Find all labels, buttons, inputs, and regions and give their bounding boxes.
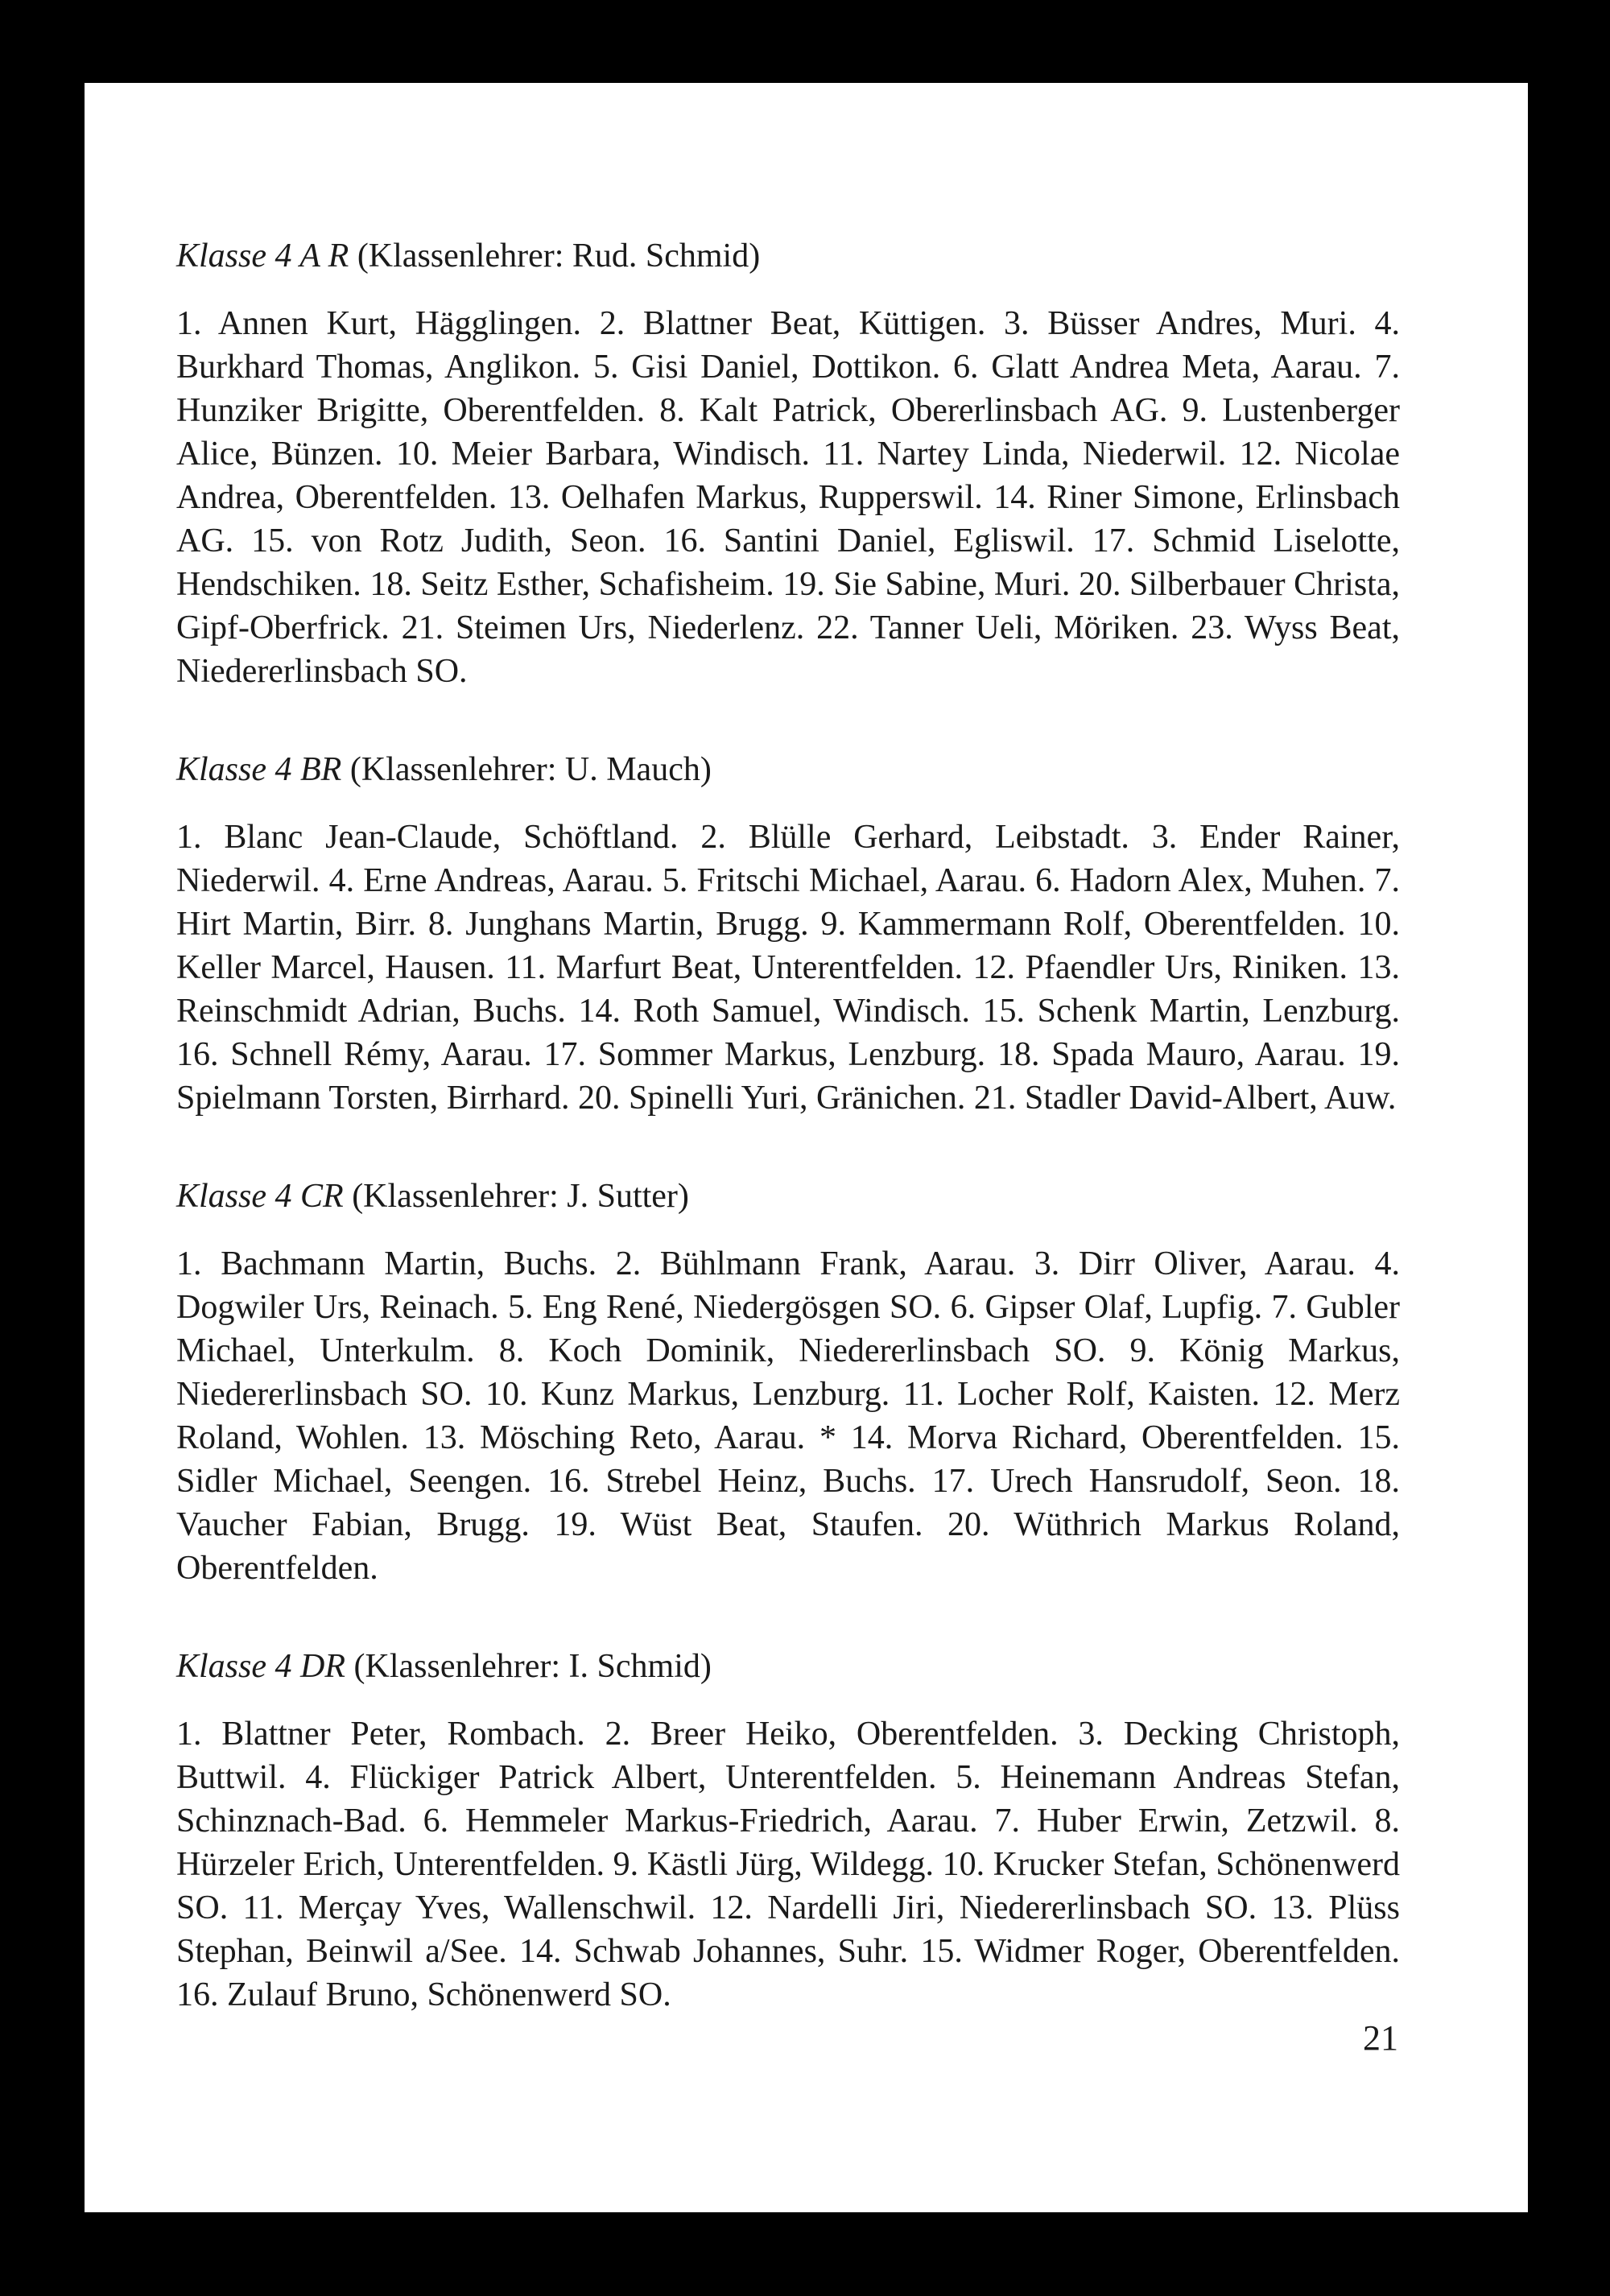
class-label: Klasse 4 BR	[176, 751, 342, 788]
page-number: 21	[1363, 2018, 1398, 2058]
class-teacher: (Klassenlehrer: I. Schmid)	[353, 1648, 712, 1685]
class-heading	[176, 234, 1400, 278]
class-section-4cr	[176, 1175, 1400, 1590]
class-label: Klasse 4 A R	[176, 237, 349, 275]
class-label: Klasse 4 DR	[176, 1648, 345, 1685]
class-section-4dr	[176, 1645, 1400, 2017]
student-list: 1. Blattner Peter, Rombach. 2. Breer Heiko, Oberentfelden. 3. Decking Christoph, Buttwil. 4. Flückiger Patrick Albert, Unterentfelden. 5. Heinemann Andreas Stefan, Schinznach-Bad. 6. Hemmeler Markus-Friedrich, Aarau. 7. Huber Erwin, Zetzwil. 8. Hürzeler Erich, Unterentfelden. 9. Kästli Jürg, Wildegg. 10. Krucker Stefan, Schönenwerd SO. 11. Merçay Yves, Wallenschwil. 12. Nardelli Jiri, Niedererlinsbach SO. 13. Plüss Stephan, Beinwil a/See. 14. Schwab Johannes, Suhr. 15. Widmer Roger, Oberentfelden. 16. Zulauf Bruno, Schönenwerd SO.	[176, 1716, 1400, 2013]
class-section-4br	[176, 748, 1400, 1120]
student-list: 1. Bachmann Martin, Buchs. 2. Bühlmann Frank, Aarau. 3. Dirr Oliver, Aarau. 4. Dogwiler Urs, Reinach. 5. Eng René, Niedergösgen SO. 6. Gipser Olaf, Lupfig. 7. Gubler Michael, Unterkulm. 8. Koch Dominik, Niedererlinsbach SO. 9. König Markus, Niedererlinsbach SO. 10. Kunz Markus, Lenzburg. 11. Locher Rolf, Kaisten. 12. Merz Roland, Wohlen. 13. Mösching Reto, Aarau. * 14. Morva Richard, Oberentfelden. 15. Sidler Michael, Seengen. 16. Strebel Heinz, Buchs. 17. Urech Hansrudolf, Seon. 18. Vaucher Fabian, Brugg. 19. Wüst Beat, Staufen. 20. Wüthrich Markus Roland, Oberentfelden.	[176, 1245, 1400, 1587]
page-content	[176, 234, 1400, 2017]
class-teacher: (Klassenlehrer: U. Mauch)	[349, 751, 712, 788]
class-heading	[176, 1175, 1400, 1218]
student-list: 1. Annen Kurt, Hägglingen. 2. Blattner Beat, Küttigen. 3. Büsser Andres, Muri. 4. Burkhard Thomas, Anglikon. 5. Gisi Daniel, Dottikon. 6. Glatt Andrea Meta, Aarau. 7. Hunziker Brigitte, Oberentfelden. 8. Kalt Patrick, Obererlinsbach AG. 9. Lustenberger Alice, Bünzen. 10. Meier Barbara, Windisch. 11. Nartey Linda, Niederwil. 12. Nicolae Andrea, Oberentfelden. 13. Oelhafen Markus, Rupperswil. 14. Riner Simone, Erlinsbach AG. 15. von Rotz Judith, Seon. 16. Santini Daniel, Egliswil. 17. Schmid Liselotte, Hendschiken. 18. Seitz Esther, Schafisheim. 19. Sie Sabine, Muri. 20. Silberbauer Christa, Gipf-Oberfrick. 21. Steimen Urs, Niederlenz. 22. Tanner Ueli, Möriken. 23. Wyss Beat, Niedererlinsbach SO.	[176, 305, 1400, 690]
class-section-4ar	[176, 234, 1400, 693]
class-label: Klasse 4 CR	[176, 1178, 344, 1215]
class-teacher: (Klassenlehrer: Rud. Schmid)	[357, 237, 761, 275]
document-page	[85, 83, 1528, 2212]
class-heading	[176, 1645, 1400, 1688]
class-heading	[176, 748, 1400, 791]
class-teacher: (Klassenlehrer: J. Sutter)	[352, 1178, 689, 1215]
student-list: 1. Blanc Jean-Claude, Schöftland. 2. Blülle Gerhard, Leibstadt. 3. Ender Rainer, Niederwil. 4. Erne Andreas, Aarau. 5. Fritschi Michael, Aarau. 6. Hadorn Alex, Muhen. 7. Hirt Martin, Birr. 8. Junghans Martin, Brugg. 9. Kammermann Rolf, Oberentfelden. 10. Keller Marcel, Hausen. 11. Marfurt Beat, Unterentfelden. 12. Pfaendler Urs, Riniken. 13. Reinschmidt Adrian, Buchs. 14. Roth Samuel, Windisch. 15. Schenk Martin, Lenzburg. 16. Schnell Rémy, Aarau. 17. Sommer Markus, Lenzburg. 18. Spada Mauro, Aarau. 19. Spielmann Torsten, Birrhard. 20. Spinelli Yuri, Gränichen. 21. Stadler David-Albert, Auw.	[176, 819, 1400, 1117]
